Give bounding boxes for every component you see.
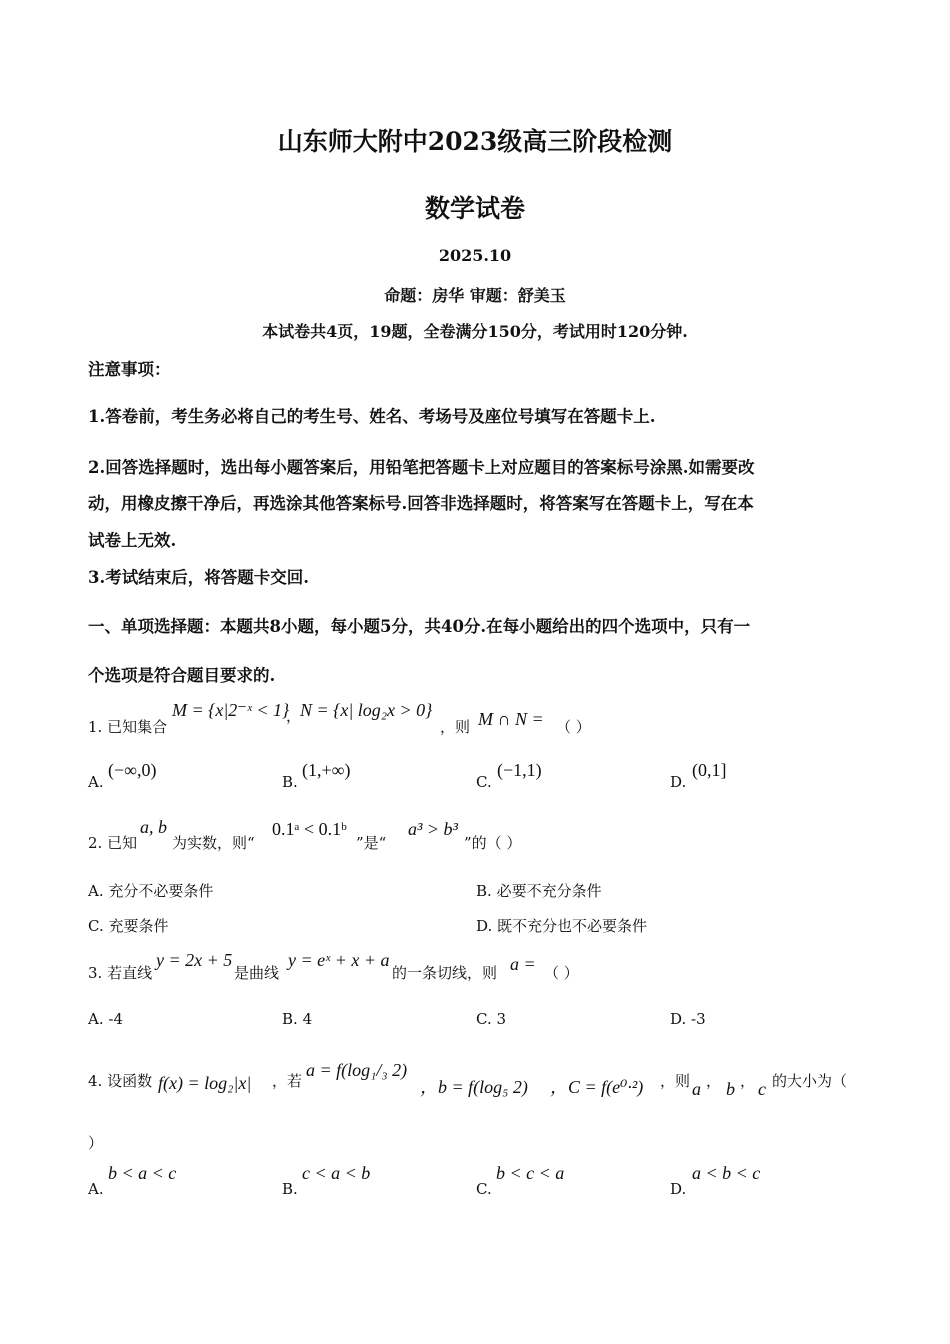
q3-option-d-value: -3 [691,1010,706,1028]
q1-option-a-letter: A. [88,773,104,791]
q4-var-a: a [692,1079,701,1099]
q2-option-a [88,880,213,901]
q1-option-c-value: (−1,1) [497,760,542,780]
q1-option-d-value: (0,1] [692,760,727,780]
q2-condition-2: a³ > b³ [408,819,458,839]
q4-option-a-letter: A. [88,1180,104,1198]
q3-prefix: 3. 若直线 [88,964,153,982]
q1-prefix: 1. 已知集合 [88,718,168,736]
q4-option-b-letter: B. [282,1180,298,1198]
exam-authors: 命题：房华 审题：舒美玉 [384,286,566,305]
notes-heading: 注意事项： [88,360,171,379]
q2-option-a-value: 充分不必要条件 [108,882,214,900]
q2-option-b [476,880,602,901]
exam-info: 本试卷共4页，19题，全卷满分150分，考试用时120分钟. [262,322,688,341]
q2-text-1: 为实数，则“ [172,834,255,852]
note-item-1: 1.答卷前，考生务必将自己的考生号、姓名、考场号及座位号填写在答题卡上. [88,407,656,426]
q4-if: ，若 [272,1072,303,1090]
q2-option-d-letter: D. [476,917,493,935]
q2-text-3: ”的（ ） [464,834,522,852]
q2-option-b-value: 必要不充分条件 [496,882,602,900]
q4-option-a-value: b < a < c [108,1163,177,1183]
q2-prefix: 2. 已知 [88,834,138,852]
q4-prefix: 4. 设函数 [88,1072,153,1090]
q4-a-definition: a = f(log₁/₃ 2) [306,1060,408,1080]
q1-answer-paren: （ ） [556,718,591,736]
q2-option-c-letter: C. [88,917,104,935]
q2-option-b-letter: B. [476,882,492,900]
q3-option-c-letter: C. [476,1010,492,1028]
q4-function: f(x) = log₂|x| [158,1073,252,1093]
q1-option-a-value: (−∞,0) [108,760,157,780]
q3-curve-equation: y = eˣ + x + a [288,950,390,970]
q1-set-m: M = {x|2⁻ˣ < 1} [172,700,290,720]
q1-expression: M ∩ N = [478,709,544,729]
q3-ask: a = [510,954,536,974]
q1-then: ，则 [440,718,471,736]
q2-option-d-value: 既不充分也不必要条件 [497,917,648,935]
q2-vars: a, b [140,817,167,837]
section-heading-line-2: 个选项是符合题目要求的. [88,666,276,685]
q2-option-c [88,915,169,936]
q4-option-d-value: a < b < c [692,1163,761,1183]
q3-option-d [670,1010,706,1028]
q1-option-d-letter: D. [670,773,687,791]
q4-var-c: c [758,1079,766,1099]
page-subtitle: 数学试卷 [424,194,525,223]
q3-option-b-value: 4 [302,1010,313,1028]
q4-option-d-letter: D. [670,1180,687,1198]
q4-close-paren: ） [88,1134,104,1152]
q4-option-b-value: c < a < b [302,1163,371,1183]
q2-condition-1: 0.1ᵃ < 0.1ᵇ [272,819,347,839]
q3-option-b [282,1010,312,1028]
q1-comma: ， [286,707,302,725]
q3-answer-paren: （ ） [544,964,579,982]
q2-text-2: ”是“ [356,834,387,852]
q4-sep-2: ， [740,1072,756,1090]
q4-sep-1: ， [706,1072,722,1090]
q3-option-d-letter: D. [670,1010,687,1028]
q3-line-equation: y = 2x + 5 [156,950,233,970]
note-item-3: 3.考试结束后，将答题卡交回. [88,568,309,587]
q4-then: ，则 [660,1072,691,1090]
page-title: 山东师大附中2023级高三阶段检测 [277,127,673,156]
note-item-2-line-3: 试卷上无效. [88,531,177,550]
q2-option-d [476,915,647,936]
q3-option-b-letter: B. [282,1010,298,1028]
q1-option-b-letter: B. [282,773,298,791]
note-item-2-line-2: 动，用橡皮擦干净后，再选涂其他答案标号.回答非选择题时，将答案写在答题卡上，写在本 [88,494,754,513]
q3-option-a-value: -4 [108,1010,124,1028]
exam-date: 2025.10 [438,246,512,265]
note-item-2-line-1: 2.回答选择题时，选出每小题答案后，用铅笔把答题卡上对应题目的答案标号涂黑.如需要改 [88,458,755,477]
q3-option-a [88,1010,123,1028]
section-heading-line-1: 一、单项选择题：本题共8小题，每小题5分，共40分.在每小题给出的四个选项中，只有一 [88,617,751,636]
q4-tail: 的大小为（ [772,1072,848,1090]
q2-option-a-letter: A. [88,882,104,900]
q3-mid-text: 是曲线 [234,964,280,982]
q3-tail-text: 的一条切线，则 [392,964,498,982]
q4-option-c-value: b < c < a [496,1163,565,1183]
q1-set-n: N = {x| log₂x > 0} [300,700,433,720]
q1-option-b-value: (1,+∞) [302,760,351,780]
q4-c-definition: ，C = f(e⁰·²) [550,1077,644,1097]
q4-option-c-letter: C. [476,1180,492,1198]
q3-option-a-letter: A. [88,1010,104,1028]
q4-b-definition: ，b = f(log₅ 2) [420,1077,528,1097]
q3-option-c-value: 3 [496,1010,507,1028]
q1-option-c-letter: C. [476,773,492,791]
q2-option-c-value: 充要条件 [108,917,169,935]
q4-var-b: b [726,1079,735,1099]
q3-option-c [476,1010,506,1028]
